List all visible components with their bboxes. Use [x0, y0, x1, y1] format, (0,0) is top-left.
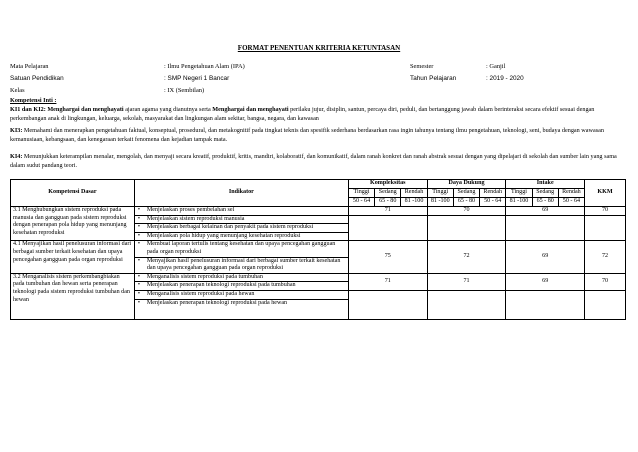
kompleksitas-value: 75	[348, 241, 427, 273]
meta-semester-value: : Ganjil	[486, 63, 506, 70]
header-sedang: Sedang	[453, 189, 479, 198]
meta-tahun-value: : 2019 - 2020	[486, 75, 524, 82]
indicator-cell: • Menjelaskan penerapan teknologi reproduksi pada tumbuhan	[134, 282, 348, 291]
header-kkm: KKM	[585, 180, 626, 207]
indicator-cell: • Menjelaskan sistem reproduksi manusia	[134, 215, 348, 224]
ki-heading: Kompetensi Inti :	[10, 97, 57, 104]
header-intake: Intake	[506, 180, 585, 189]
range-cell: 50 - 64	[480, 198, 506, 207]
range-cell: 65 - 80	[375, 198, 401, 207]
kompleksitas-value: 71	[348, 207, 427, 216]
indicator-cell: • Menyajikan hasil penelusuran informasi dari berbagai sumber terkait kesehatan dan upaya pencegahan gangguan pada organ reproduksi	[134, 257, 348, 273]
range-cell: 81 -100	[401, 198, 427, 207]
meta-mata-pelajaran-value: : Ilmu Pengetahuan Alam (IPA)	[164, 63, 245, 70]
range-cell: 50 - 64	[558, 198, 584, 207]
header-sedang: Sedang	[532, 189, 558, 198]
meta-tahun-label: Tahun Pelajaran	[410, 75, 457, 82]
kkm-table	[10, 179, 626, 320]
ki4-paragraph: KI4: Menunjukkan keterampilan menalar, mengolah, dan menyaji secara kreatif, produktif, kritis, mandiri, kolaboratif, dan komunikatif, dalam ranah konkret dan ranah abstrak sesuai dengan yang dipelajari di sekolah dan sumber lain yang sama dalam sudut pandang teori.	[10, 153, 617, 169]
range-cell: 65 - 80	[532, 198, 558, 207]
kompleksitas-value: 71	[348, 273, 427, 290]
kkm-value: 70	[585, 273, 626, 290]
daya-dukung-value: 71	[427, 273, 506, 290]
table-row	[11, 241, 626, 257]
header-rendah: Rendah	[401, 189, 427, 198]
header-tinggi: Tinggi	[427, 189, 453, 198]
table-row	[11, 207, 626, 216]
header-tinggi: Tinggi	[348, 189, 374, 198]
indicator-cell: • Menjelaskan proses pembelahan sel	[134, 207, 348, 216]
header-kompetensi-dasar: Kompetensi Dasar	[11, 180, 135, 207]
document-title: FORMAT PENENTUAN KRITERIA KETUNTASAN	[237, 44, 401, 52]
indicator-cell: • Menjelaskan berbagai kelainan dan penyakit pada sistem reproduksi	[134, 224, 348, 233]
meta-satuan-label: Satuan Pendidikan	[10, 75, 64, 82]
header-rendah: Rendah	[558, 189, 584, 198]
header-sedang: Sedang	[375, 189, 401, 198]
kd-cell: 3.1 Menghubungkan sistem reproduksi pada manusia dan gangguan pada sistem reproduksi dengan penerapan pola hidup yang menunjang kesehatan reproduksi	[11, 207, 135, 241]
indicator-cell: • Menjelaskan penerapan teknologi reproduksi pada hewan	[134, 299, 348, 319]
header-tinggi: Tinggi	[506, 189, 532, 198]
range-cell: 50 - 64	[348, 198, 374, 207]
kd-cell: 4.1 Menyajikan hasil penelusuran informasi dari berbagai sumber terkait kesehatan dan upaya pencegahan gangguan pada organ reproduksi	[11, 241, 135, 273]
header-daya-dukung: Daya Dukung	[427, 180, 506, 189]
ki12-paragraph: KI1 dan KI2: Menghargai dan menghayati ajaran agama yang dianutnya serta Menghargai dan menghayati perilaku jujur, disiplin, santun, percaya diri, peduli, dan bertanggung jawab dalam berinteraksi secara efektif sesuai dengan perkembangan anak di lingkungan, keluarga, sekolah, masyarakat dan lingkungan alam sekitar, bangsa, negara, dan kawasan	[10, 106, 595, 122]
meta-kelas-value: : IX (Sembilan)	[164, 87, 205, 94]
kkm-value: 72	[585, 241, 626, 273]
intake-value: 69	[506, 273, 585, 290]
daya-dukung-value: 72	[427, 241, 506, 273]
table-row	[11, 273, 626, 282]
meta-satuan-value: : SMP Negeri 1 Bancar	[164, 75, 230, 82]
indicator-cell: • Menganalisis sistem reproduksi pada tumbuhan	[134, 273, 348, 282]
intake-value: 69	[506, 241, 585, 273]
meta-mata-pelajaran-label: Mata Pelajaran	[10, 63, 49, 70]
meta-semester-label: Semester	[410, 63, 434, 70]
indicator-cell: • Menjelaskan pola hidup yang menunjang kesehatan reproduksi	[134, 232, 348, 241]
intake-value: 69	[506, 207, 585, 216]
kkm-value: 70	[585, 207, 626, 216]
header-row-1	[11, 180, 626, 189]
daya-dukung-value: 70	[427, 207, 506, 216]
header-indikator: Indikator	[134, 180, 348, 207]
range-cell: 65 - 80	[453, 198, 479, 207]
kd-cell: 3.2 Menganalisis sistem perkembangbiakan pada tumbuhan dan hewan serta penerapan teknologi pada sistem reproduksi tumbuhan dan hewan	[11, 273, 135, 319]
meta-kelas-label: Kelas	[10, 87, 25, 94]
indicator-cell: • Membuat laporan tertulis tentang kesehatan dan upaya pencegahan gangguan pada organ reproduksi	[134, 241, 348, 257]
range-cell: 81 -100	[506, 198, 532, 207]
range-cell: 81 -100	[427, 198, 453, 207]
indicator-cell: • Menganalisis sistem reproduksi pada hewan	[134, 290, 348, 299]
ki3-paragraph: KI3: Memahami dan menerapkan pengetahuan faktual, konseptual, prosedural, dan metakognitif pada tingkat teknis dan spesifik sederhana berdasarkan rasa ingin tahunya tentang ilmu pengetahuan, teknologi, seni, budaya dengan wawasan kemanusiaan, kebangsaan, dan kenegaraan terkait fenomena dan kejadian tampak mata.	[10, 127, 604, 143]
header-kompleksitas: Kompleksitas	[348, 180, 427, 189]
header-rendah: Rendah	[480, 189, 506, 198]
